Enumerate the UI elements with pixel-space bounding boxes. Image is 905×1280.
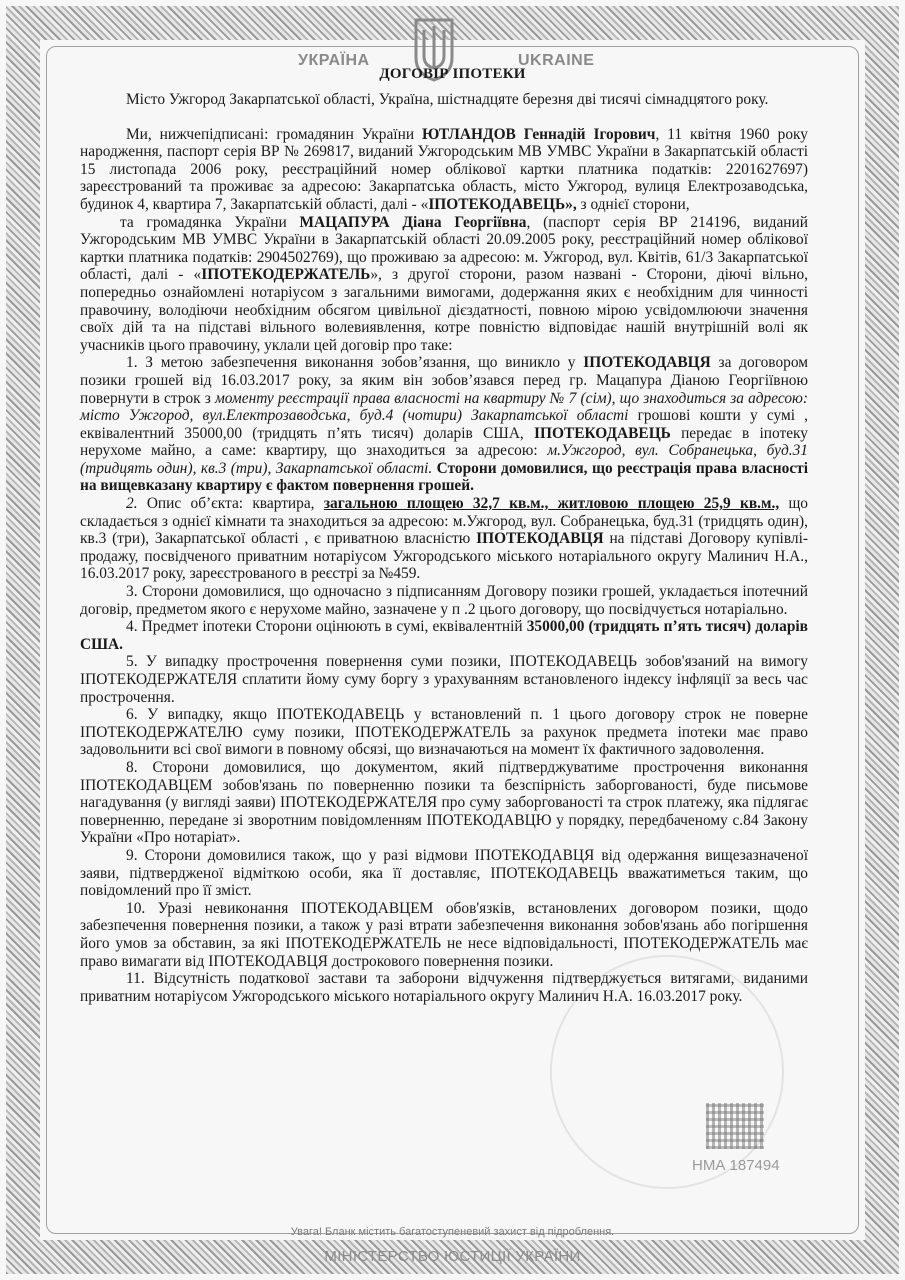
clause-3: 3. Сторони домовилися, що одночасно з підписанням Договору позики грошей, укладається іпотечний договір, предметом якого є нерухоме майно, зазначене у п .2 цього договору, що посвідчується нотаріально. bbox=[80, 583, 808, 618]
country-ua-label: УКРАЇНА bbox=[298, 52, 370, 69]
party-two-role: ІПОТЕКОДЕРЖАТЕЛЬ bbox=[201, 266, 371, 284]
security-warning: Увага! Бланк містить багатоступеневий захист від підроблення. bbox=[290, 1226, 615, 1238]
document-body bbox=[80, 91, 808, 1005]
party-two-paragraph: та громадянка України МАЦАПУРА Діана Георгіївна, (паспорт серія ВР 214196, виданий Ужгородським МВ УМВС України в Закарпатській області 20.09.2005 року, реєстраційний номер облікової картки платника податків: 2904502769), що проживаю за адресою: м. Ужгород, вул. Квітів, 61/3 Закарпатської області, далі - «ІПОТЕКОДЕРЖАТЕЛЬ», з другої сторони, разом названі - Сторони, діючі вільно, попередньо ознайомлені нотаріусом з загальними вимогами, додержання яких є необхідним для чинності правочину, володіючи необхідним обсягом цивільної дієздатності, повною мірою усвідомлюючи значення своїх дій та на підставі вільного волевиявлення, котре повністю відповідає нашій внутрішній волі як учасників цього правочину, уклали цей договір про таке: bbox=[80, 213, 808, 354]
place-date: Місто Ужгород Закарпатської області, Україна, шістнадцяте березня дві тисячі сімнадцятого року. bbox=[126, 91, 769, 108]
clause-1: 1. З метою забезпечення виконання зобов’язання, що виникло у ІПОТЕКОДАВЦЯ за договором позики грошей від 16.03.2017 року, за яким він зобов’язався перед гр. Мацапура Діаною Георгіївною повернути в строк з моменту реєстрації права власності на квартиру № 7 (сім), що знаходиться за адресою: місто Ужгород, вул.Електрозаводська, буд.4 (чотири) Закарпатської області грошові кошти у сумі , еквівалентний 35000,00 (тридцять п’ять тисяч) доларів США, ІПОТЕКОДАВЕЦЬ передає в іпотеку нерухоме майно, а саме: квартиру, що знаходиться за адресою: м.Ужгород, вул. Собранецька, буд.31 (тридцять один), кв.3 (три), Закарпатської області. Сторони домовилися, що реєстрація права власності на вищевказану квартиру є фактом повернення грошей. bbox=[80, 354, 808, 495]
party-one-role: ІПОТЕКОДАВЕЦЬ», bbox=[428, 195, 577, 213]
clause-11: 11. Відсутність податкової застави та заборони відчуження підтверджується витягами, виданими приватним нотаріусом Ужгородського міського нотаріального округу Малинич Н.А. 16.03.2017 року. bbox=[80, 970, 808, 1005]
clause-8: 8. Сторони домовилися, що документом, який підтверджуватиме прострочення виконання ІПОТЕКОДАВЦЕМ зобов'язань по поверненню позики та безспірність заборгованості, буде письмове нагадування (у вигляді заяви) ІПОТЕКОДЕРЖАТЕЛЯ про суму заборгованості та строк платежу, яка підлягає поверненню, передане зі зворотним повідомленням ІПОТЕКОДАВЦЮ у порядку, передбаченому с.84 Закону України «Про нотаріат». bbox=[80, 758, 808, 847]
party-two-name: МАЦАПУРА Діана Георгіївна bbox=[299, 213, 527, 231]
clause-5: 5. У випадку прострочення повернення суми позики, ІПОТЕКОДАВЕЦЬ зобов'язаний на вимогу ІПОТЕКОДЕРЖАТЕЛЯ сплатити йому суму боргу з урахуванням встановленого індексу інфляції за весь час прострочення. bbox=[80, 653, 808, 706]
ministry-label: МІНІСТЕРСТВО ЮСТИЦІЇ УКРАЇНИ bbox=[324, 1248, 581, 1265]
clause-6: 6. У випадку, якщо ІПОТЕКОДАВЕЦЬ у встановлений п. 1 цього договору строк не поверне ІПОТЕКОДЕРЖАТЕЛЮ суму позики, ІПОТЕКОДЕРЖАТЕЛЬ за рахунок предмета іпотеки має право задовольнити всі свої вимоги в повному обсязі, що визначаються на момент їх фактичного задоволення. bbox=[80, 706, 808, 759]
party-one-paragraph: Ми, нижчепідписані: громадянин України ЮТЛАНДОВ Геннадій Ігорович, 11 квітня 1960 року народження, паспорт серія ВР № 269817, виданий Ужгородським МВ УМВС України в Закарпатській області 15 листопада 2006 року, реєстраційний номер облікової картки платника податків: 2201627697) зареєстрований та проживає за адресою: Закарпатська область, місто Ужгород, вулиця Електрозаводська, будинок 4, квартира 7, Закарпатській області, далі - «ІПОТЕКОДАВЕЦЬ», з однієї сторони, bbox=[80, 125, 809, 213]
blank-serial-number: НМА 187494 bbox=[692, 1157, 780, 1174]
qr-code bbox=[706, 1103, 764, 1149]
clause-2-area: загальною площею 32,7 кв.м., житловою площею 25,9 кв.м., bbox=[323, 495, 780, 513]
document-title: ДОГОВІР ІПОТЕКИ bbox=[379, 66, 526, 82]
clause-2: 2. Опис об’єкта: квартира, загальною площею 32,7 кв.м., житловою площею 25,9 кв.м., що складається з однієї кімнати та знаходиться за адресою: м.Ужгород, вул. Собранецька, буд.31 (тридцять один), кв.3 (три), Закарпатської області , є приватною власністю ІПОТЕКОДАВЦЯ на підставі Договору купівлі-продажу, посвідченого приватним нотаріусом Ужгородського міського нотаріального округу Малинич Н.А., 16.03.2017 року, зареєстрованого в реєстрі за №459. bbox=[80, 495, 808, 583]
clause-9: 9. Сторони домовилися також, що у разі відмови ІПОТЕКОДАВЦЯ від одержання вищезазначеної заяви, підтвердженої відміткою особи, яка її доставляє, ІПОТЕКОДАВЕЦЬ вважатиметься таким, що повідомлений про її зміст. bbox=[80, 846, 808, 900]
country-en-label: UKRAINE bbox=[518, 52, 595, 69]
party-one-name: ЮТЛАНДОВ Геннадій Ігорович bbox=[421, 125, 656, 143]
clause-4: 4. Предмет іпотеки Сторони оцінюють в сумі, еквівалентній 35000,00 (тридцять п’ять тисяч) доларів США. bbox=[80, 618, 808, 653]
clause-10: 10. Уразі невиконання ІПОТЕКОДАВЦЕМ обов'язків, встановлених договором позики, щодо забезпечення повернення позики, а також у разі втрати забезпечення виконання зобов'язань або погіршення його умов за обставин, за які ІПОТЕКОДЕРЖАТЕЛЬ не несе відповідальності, ІПОТЕКОДЕРЖАТЕЛЬ має право вимагати від ІПОТЕКОДАВЦЯ дострокового повернення позики. bbox=[80, 899, 808, 970]
